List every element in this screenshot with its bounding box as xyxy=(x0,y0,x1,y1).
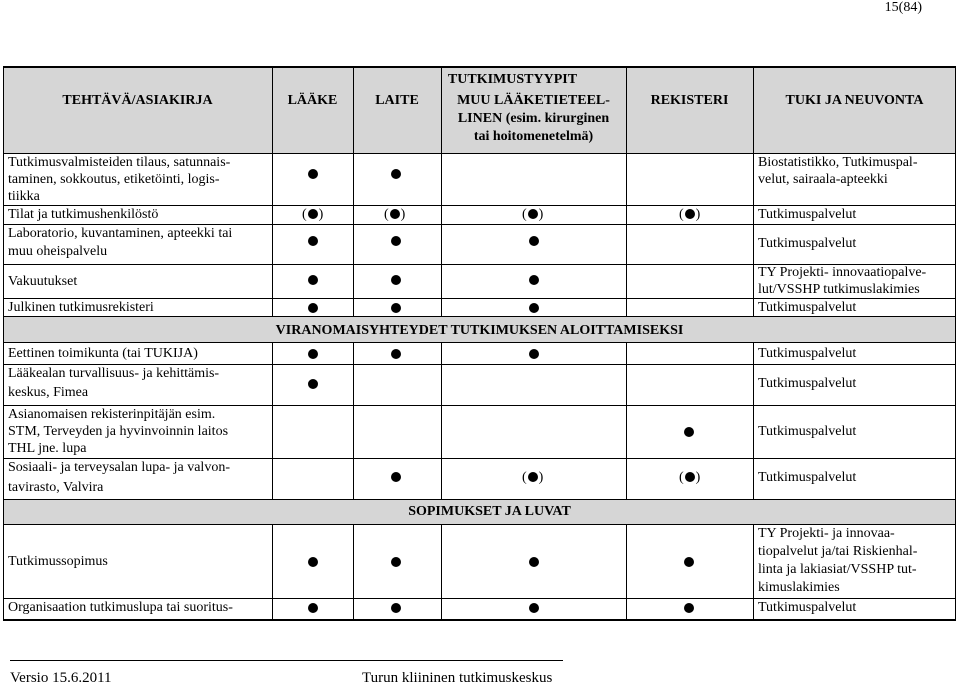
col-header-task: TEHTÄVÄ/ASIAKIRJA xyxy=(62,93,213,108)
applicable-bullet xyxy=(308,275,318,285)
rule xyxy=(441,342,442,499)
support-text: Tutkimuspalvelut xyxy=(758,376,857,391)
rule xyxy=(626,524,627,619)
rule xyxy=(3,619,956,621)
support-text: TY Projekti- innovaatiopalve- xyxy=(758,265,927,280)
col-header-research-types: TUTKIMUSTYYPIT xyxy=(447,72,578,87)
applicable-bullet xyxy=(529,603,539,613)
col-header-other-line1: MUU LÄÄKETIETEEL- xyxy=(457,93,610,108)
support-text: velut, sairaala-apteekki xyxy=(758,172,888,187)
applicable-bullet xyxy=(391,275,401,285)
row-label: Organisaation tutkimuslupa tai suoritus- xyxy=(8,600,233,615)
row-label: keskus, Fimea xyxy=(8,385,89,400)
footer-divider xyxy=(10,660,563,661)
applicable-bullet xyxy=(391,603,401,613)
applicable-bullet xyxy=(391,349,401,359)
applicable-bullet xyxy=(529,349,539,359)
support-text: Tutkimuspalvelut xyxy=(758,207,857,222)
support-text: linta ja lakiasiat/VSSHP tut- xyxy=(758,562,917,577)
support-text: Tutkimuspalvelut xyxy=(758,300,857,315)
row-label: STM, Terveyden ja hyvinvoinnin laitos xyxy=(8,424,229,439)
row-label: Eettinen toimikunta (tai TUKIJA) xyxy=(8,346,198,361)
row-label: Sosiaali- ja terveysalan lupa- ja valvon- xyxy=(8,460,230,475)
section-heading-authorities: VIRANOMAISYHTEYDET TUTKIMUKSEN ALOITTAMISEKSI xyxy=(275,323,684,338)
applicable-bullet xyxy=(684,427,694,437)
applicable-bullet xyxy=(308,236,318,246)
row-label: Lääkealan turvallisuus- ja kehittämis- xyxy=(8,366,220,381)
applicable-bullet xyxy=(391,169,401,179)
row-label: Julkinen tutkimusrekisteri xyxy=(8,300,154,315)
support-text: lut/VSSHP tutkimuslakimies xyxy=(758,282,920,297)
applicable-bullet xyxy=(391,303,401,313)
rule xyxy=(626,342,627,499)
support-text: Tutkimuspalvelut xyxy=(758,236,857,251)
footer-organization: Turun kliininen tutkimuskeskus xyxy=(362,670,553,686)
section-heading-contracts: SOPIMUKSET JA LUVAT xyxy=(408,504,571,519)
rule xyxy=(955,66,956,620)
support-text: Tutkimuspalvelut xyxy=(758,470,857,485)
applicable-bullet xyxy=(391,557,401,567)
row-label: Tutkimusvalmisteiden tilaus, satunnais- xyxy=(8,155,231,170)
research-table xyxy=(3,66,956,620)
row-label: taminen, sokkoutus, etiketöinti, logis- xyxy=(8,172,220,187)
rule xyxy=(753,524,754,619)
conditional-bullet: ( ) xyxy=(302,207,324,222)
rule xyxy=(353,342,354,499)
applicable-bullet xyxy=(308,557,318,567)
applicable-bullet xyxy=(308,603,318,613)
applicable-bullet xyxy=(308,349,318,359)
support-text: Tutkimuspalvelut xyxy=(758,346,857,361)
row-label: Tutkimussopimus xyxy=(8,554,108,569)
applicable-bullet xyxy=(529,557,539,567)
applicable-bullet xyxy=(529,275,539,285)
support-text: kimuslakimies xyxy=(758,580,840,595)
rule xyxy=(272,524,273,619)
support-text: Tutkimuspalvelut xyxy=(758,424,857,439)
conditional-bullet: ( ) xyxy=(679,207,701,222)
rule xyxy=(3,499,956,500)
rule xyxy=(3,342,956,343)
support-text: Biostatistikko, Tutkimuspal- xyxy=(758,155,918,170)
applicable-bullet xyxy=(391,236,401,246)
rule xyxy=(441,524,442,619)
row-label: Asianomaisen rekisterinpitäjän esim. xyxy=(8,407,216,422)
applicable-bullet xyxy=(391,472,401,482)
col-header-device: LAITE xyxy=(375,93,419,108)
col-header-registry: REKISTERI xyxy=(650,93,729,108)
applicable-bullet xyxy=(308,169,318,179)
rule xyxy=(3,66,4,620)
row-label: tavirasto, Valvira xyxy=(8,480,104,495)
col-header-support: TUKI JA NEUVONTA xyxy=(785,93,924,108)
applicable-bullet xyxy=(529,236,539,246)
conditional-bullet: ( ) xyxy=(522,207,544,222)
row-label: Laboratorio, kuvantaminen, apteekki tai xyxy=(8,226,233,241)
row-label: THL jne. lupa xyxy=(8,441,87,456)
conditional-bullet: ( ) xyxy=(384,207,406,222)
col-header-other-line3: tai hoitomenetelmä) xyxy=(473,129,594,144)
rule xyxy=(272,342,273,499)
row-label: tiikka xyxy=(8,189,40,204)
applicable-bullet xyxy=(684,603,694,613)
rule xyxy=(3,316,956,317)
support-text: Tutkimuspalvelut xyxy=(758,600,857,615)
col-header-drug: LÄÄKE xyxy=(287,93,338,108)
col-header-other-line2: LINEN (esim. kirurginen xyxy=(457,111,610,126)
applicable-bullet xyxy=(308,379,318,389)
row-label: muu oheispalvelu xyxy=(8,244,108,259)
applicable-bullet xyxy=(308,303,318,313)
rule xyxy=(3,66,956,68)
rule xyxy=(353,524,354,619)
rule xyxy=(753,342,754,499)
applicable-bullet xyxy=(529,303,539,313)
applicable-bullet xyxy=(684,557,694,567)
page-number: 15(84) xyxy=(884,0,922,15)
row-label: Tilat ja tutkimushenkilöstö xyxy=(8,207,159,222)
support-text: tiopalvelut ja/tai Riskienhal- xyxy=(758,544,918,559)
support-text: TY Projekti- ja innovaa- xyxy=(758,526,895,541)
conditional-bullet: ( ) xyxy=(679,470,701,485)
footer-version: Versio 15.6.2011 xyxy=(10,670,112,686)
conditional-bullet: ( ) xyxy=(522,470,544,485)
row-label: Vakuutukset xyxy=(8,274,78,289)
